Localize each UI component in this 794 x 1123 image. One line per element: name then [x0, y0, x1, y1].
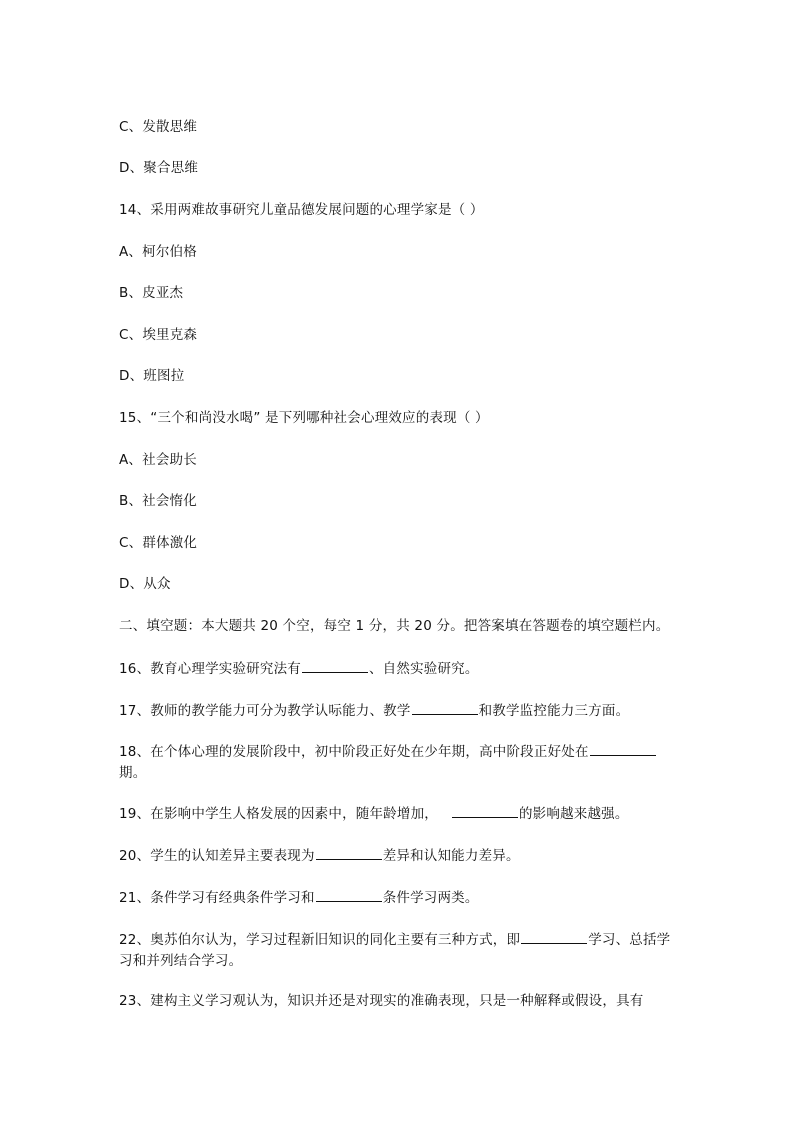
option-14b: B、皮亚杰 [119, 285, 184, 301]
question-20 [119, 845, 679, 867]
question-16 [119, 658, 679, 680]
question-22-text-a: 22、奥苏伯尔认为，学习过程新旧知识的同化主要有三种方式，即 [119, 932, 521, 948]
question-17-text-b: 和教学监控能力三方面。 [478, 703, 630, 719]
question-21 [119, 887, 679, 909]
question-16-text-a: 16、教育心理学实验研究法有 [119, 661, 301, 677]
answer-blank [452, 803, 518, 818]
question-21-text-a: 21、条件学习有经典条件学习和 [119, 890, 315, 906]
option-14c: C、埃里克森 [119, 327, 198, 343]
answer-blank [316, 887, 382, 902]
question-17-text-a: 17、教师的教学能力可分为教学认呩能力、教学 [119, 703, 411, 719]
option-13c: C、发散思维 [119, 119, 198, 135]
question-18-text-b: 期。 [119, 765, 147, 781]
question-19 [119, 803, 679, 825]
question-16-text-b: 、自然实验研究。 [368, 661, 479, 677]
question-19-text-a: 19、在影响中学生人格发展的因素中，随年龄增加， [119, 806, 438, 822]
answer-blank [316, 845, 382, 860]
section-heading-fill-in: 二、填空题：本大题共 20 个空，每空 1 分，共 20 分。把答案填在答题卷的填空题栏内。 [119, 618, 670, 634]
question-21-text-b: 条件学习两类。 [382, 890, 479, 906]
question-23: 23、建构主义学习观认为，知识并还是对现实的准确表现，只是一种解释或假设，具有 [119, 993, 644, 1009]
option-13d: D、聚合思维 [119, 160, 199, 176]
question-18-text-a: 18、在个体心理的发展阶段中，初中阶段正好处在少年期，高中阶段正好处在 [119, 744, 589, 760]
question-22 [119, 929, 671, 972]
question-19-text-b: 的影响越来越强。 [518, 806, 629, 822]
option-15a: A、社会助长 [119, 452, 197, 468]
question-15: 15、“三个和尚没水喝” 是下列哪种社会心理效应的表现（ ） [119, 410, 489, 426]
answer-blank [590, 741, 656, 756]
option-15b: B、社会惰化 [119, 493, 197, 509]
answer-blank [412, 700, 478, 715]
question-14: 14、采用两难故事研究儿童品德发展问题的心理学家是（ ） [119, 202, 484, 218]
question-20-text-b: 差异和认知能力差异。 [382, 848, 520, 864]
question-20-text-a: 20、学生的认知差异主要表现为 [119, 848, 315, 864]
answer-blank [302, 658, 368, 673]
option-15d: D、从众 [119, 576, 171, 592]
option-15c: C、群体激化 [119, 535, 198, 551]
question-18 [119, 741, 671, 784]
option-14d: D、班图拉 [119, 368, 185, 384]
answer-blank [521, 929, 587, 944]
option-14a: A、柯尔伯格 [119, 244, 197, 260]
question-22-text-b: 学习、总括学习和并列结合学习。 [119, 932, 671, 969]
question-17 [119, 700, 679, 722]
